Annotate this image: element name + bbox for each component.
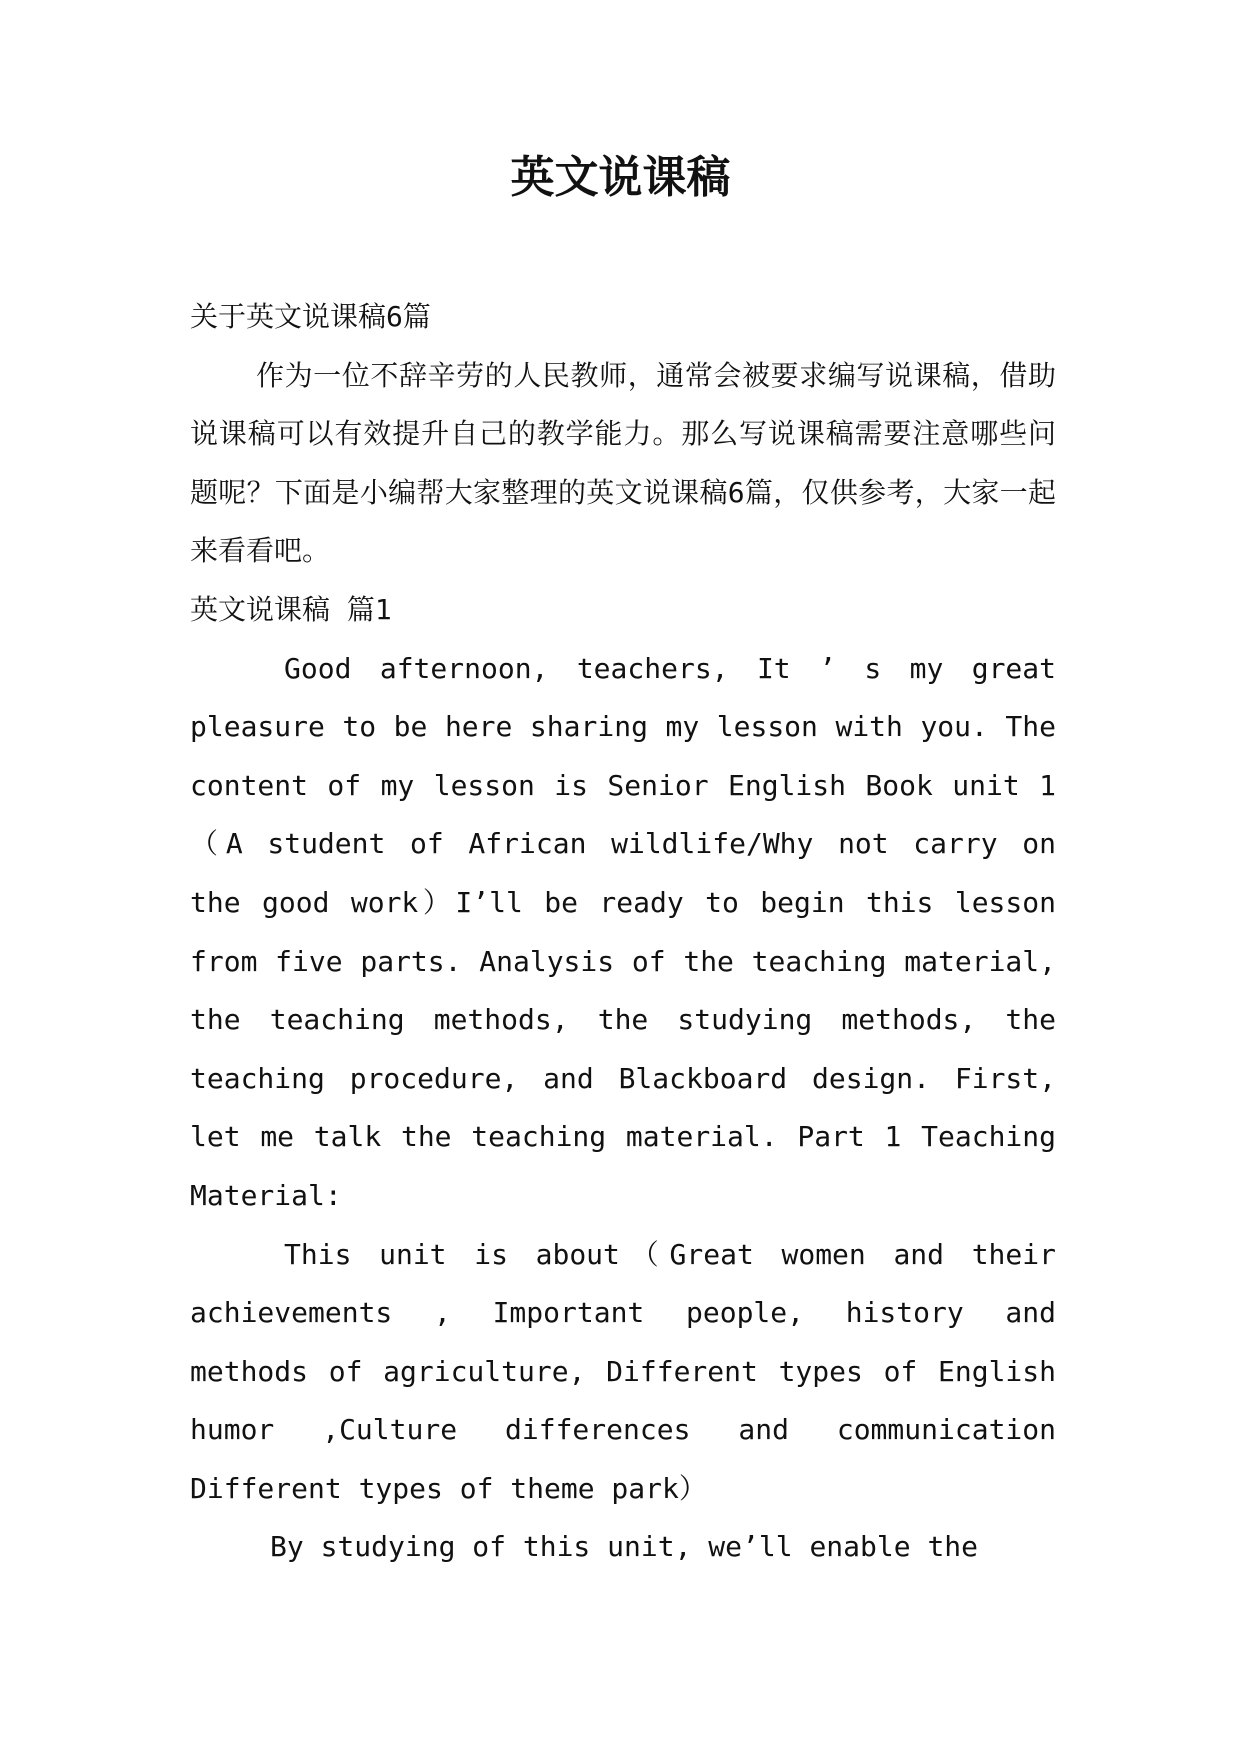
subtitle-line: 关于英文说课稿6篇 — [190, 300, 431, 333]
section-heading: 英文说课稿 篇1 — [190, 592, 392, 626]
document-title: 英文说课稿 — [510, 152, 731, 203]
document-body — [190, 288, 1056, 1577]
body-paragraph-studying: By studying of this unit, we’ll enable the — [270, 1530, 979, 1564]
body-paragraph-opening: Good afternoon, teachers, It ’ s my great pleasure to be here sharing my lesson with you. The content of my lesson is Senior English Book unit 1 （A student of African wildlife/Why not carry on the good work）I’ll be ready to begin this lesson from five parts. Analysis of the teaching material, the teaching methods, the studying methods, the teaching procedure, and Blackboard design. First, let me talk the teaching material. Part 1 Teaching Material: — [190, 651, 1056, 1212]
intro-paragraph: 作为一位不辞辛劳的人民教师，通常会被要求编写说课稿，借助说课稿可以有效提升自己的教学能力。那么写说课稿需要注意哪些问题呢？下面是小编帮大家整理的英文说课稿6篇，仅供参考，大家一起来看看吧。 — [190, 358, 1056, 568]
body-paragraph-unit-topics: This unit is about（Great women and their achievements , Important people, history and methods of agriculture, Different types of English humor ,Culture differences and communication Different types of theme park） — [190, 1237, 1056, 1505]
